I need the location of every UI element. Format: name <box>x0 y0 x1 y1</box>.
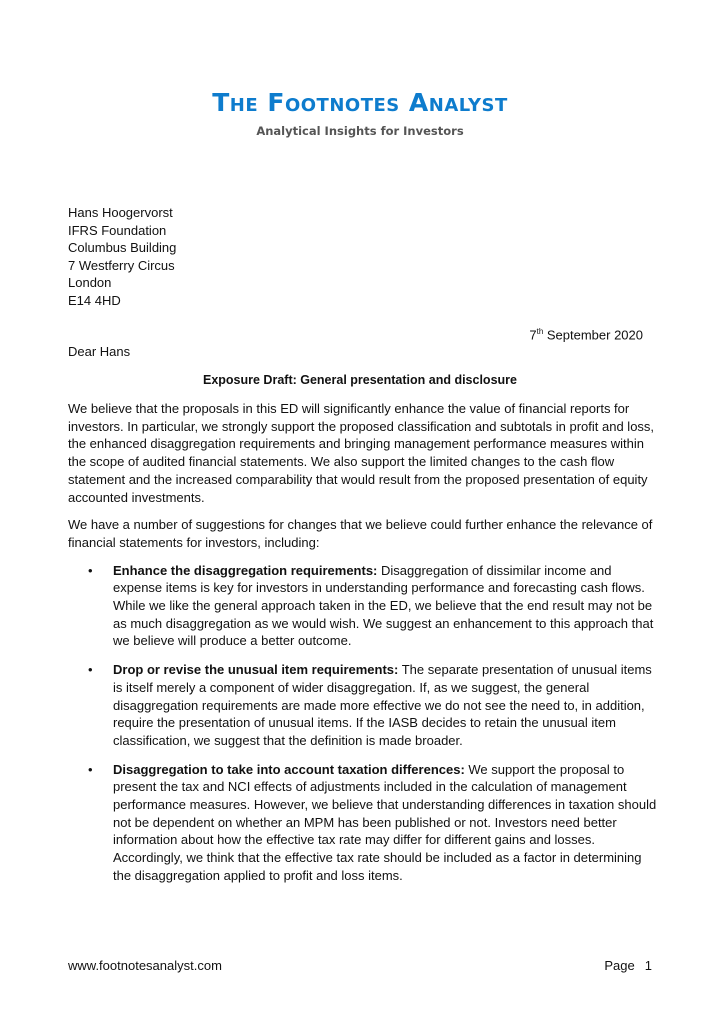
bullet-icon: • <box>88 562 93 578</box>
body-paragraph: We have a number of suggestions for changes that we believe could further enhance the relevance of financial statements for investors, including: <box>68 517 653 550</box>
address-line: Columbus Building <box>68 240 177 256</box>
list-item <box>68 661 658 750</box>
page-label: Page <box>604 958 635 973</box>
date-day: 7 <box>529 327 537 343</box>
body-paragraph: We believe that the proposals in this ED will significantly enhance the value of financial reports for investors. In particular, we strongly support the proposed classification and subtotals in profit and loss, the enhanced disaggregation requirements and bringing management performance measures within the scope of audited financial statements. We also support the limited changes to the cash flow statement and the increased comparability that would result from the proposed presentation of equity accounted investments. <box>68 401 655 505</box>
bullet-heading: Drop or revise the unusual item requirements: <box>113 662 399 678</box>
bullet-text: Disaggregation of dissimilar income and expense items is key for investors in understanding performance and forecasting cash flows. While we like the general approach taken in the ED, we believe that the end result may not be as much disaggregation as we would wish. We suggest an enhancement to this approach that we believe will produce a better outcome. <box>113 562 654 649</box>
address-line: Hans Hoogervorst <box>68 205 173 220</box>
date-suffix: th <box>536 327 544 336</box>
address-line: IFRS Foundation <box>68 222 167 238</box>
suggestion-list <box>68 562 658 885</box>
salutation: Dear Hans <box>68 344 131 359</box>
bullet-icon: • <box>88 761 93 777</box>
letter-date <box>529 327 643 342</box>
bullet-icon: • <box>88 662 93 678</box>
footer-website: www.footnotesanalyst.com <box>68 958 222 973</box>
logo-title: The Footnotes Analyst <box>212 88 508 117</box>
list-item <box>68 562 658 651</box>
logo-tagline: Analytical Insights for Investors <box>256 124 464 138</box>
list-item <box>68 761 658 885</box>
bullet-heading: Enhance the disaggregation requirements: <box>113 562 378 578</box>
footer-page <box>604 958 652 973</box>
bullet-text: We support the proposal to present the tax and NCI effects of adjustments included in the calculation of management performance measures. However, we believe that understanding differences in taxation should not be dependent on whether an MPM has been published or not. Investors need better information about how the effective tax rate may differ for different gains and losses. Accordingly, we think that the effective tax rate should be included as a factor in determining the disaggregation applied to profit and loss items. <box>113 761 657 883</box>
letter-body <box>68 400 658 896</box>
logo <box>0 86 720 138</box>
page-number: 1 <box>644 958 652 973</box>
address-line: 7 Westferry Circus <box>68 257 175 273</box>
subject-line: Exposure Draft: General presentation and disclosure <box>203 373 517 387</box>
bullet-text: The separate presentation of unusual items is itself merely a component of wider disaggregation. If, as we suggest, the general disaggregation requirements are made more effective we do not see the need to, in addition, require the presentation of unusual items. If the IASB decides to retain the unusual item classification, we suggest that the definition is made broader. <box>113 662 652 748</box>
address-line: E14 4HD <box>68 292 121 308</box>
address-line: London <box>68 275 112 291</box>
date-rest: September 2020 <box>543 327 643 343</box>
recipient-address <box>68 204 176 310</box>
bullet-heading: Disaggregation to take into account taxation differences: <box>113 761 465 777</box>
